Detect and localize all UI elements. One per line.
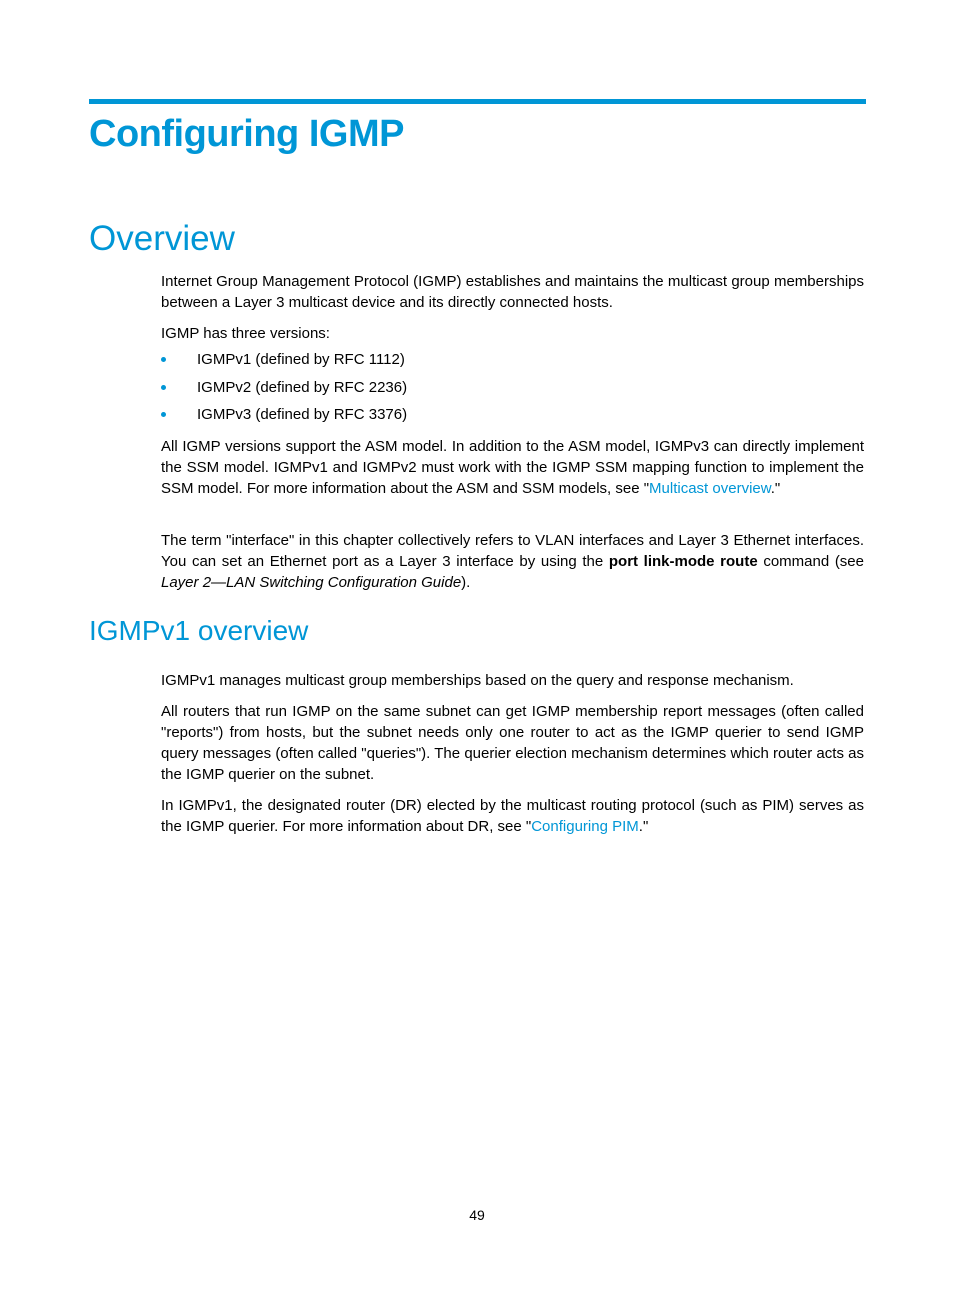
paragraph-text: ." xyxy=(638,818,649,835)
bullet-icon xyxy=(161,412,166,417)
chapter-rule xyxy=(89,99,866,104)
list-item-text: IGMPv1 (defined by RFC 1112) xyxy=(197,351,405,368)
igmpv1-overview-heading: IGMPv1 overview xyxy=(89,615,309,646)
paragraph-text: The term "interface" in this chapter collectively refers to VLAN interfaces and Layer 3 Ethernet interfaces. You can set an Ethernet port as a Layer 3 interface by using the xyxy=(161,532,864,570)
overview-paragraph-1: Internet Group Management Protocol (IGMP) establishes and maintains the multicast group memberships between a Layer 3 multicast device and its directly connected hosts. xyxy=(161,273,864,311)
list-item xyxy=(161,349,864,377)
paragraph-text: command (see xyxy=(757,553,864,570)
page-number: 49 xyxy=(469,1207,485,1223)
overview-paragraph-2: IGMP has three versions: xyxy=(161,325,330,342)
paragraph-text: ). xyxy=(461,574,471,591)
guide-title: Layer 2—LAN Switching Configuration Guide xyxy=(161,574,462,591)
paragraph-text: ." xyxy=(770,480,781,497)
multicast-overview-link[interactable]: Multicast overview xyxy=(649,480,771,497)
list-item-text: IGMPv2 (defined by RFC 2236) xyxy=(197,378,408,396)
overview-paragraph-3 xyxy=(161,436,864,499)
overview-paragraph-4 xyxy=(161,530,864,593)
igmp-versions-list xyxy=(161,349,864,432)
command-text: port link-mode route xyxy=(608,553,758,570)
igmpv1-paragraph-2: All routers that run IGMP on the same subnet can get IGMP membership report messages (often called "reports") from hosts, but the subnet needs only one router to act as the IGMP querier to send IGMP query messages (often called "queries"). The querier election mechanism determines which router acts as the IGMP querier on the subnet. xyxy=(161,703,864,783)
bullet-icon xyxy=(161,357,166,362)
bullet-icon xyxy=(161,385,166,390)
paragraph-text: All IGMP versions support the ASM model. In addition to the ASM model, IGMPv3 can directly implement the SSM model. IGMPv1 and IGMPv2 must work with the IGMP SSM mapping function to implement the SSM model. For more information about the ASM and SSM models, see " xyxy=(161,438,864,497)
igmpv1-paragraph-3 xyxy=(161,795,864,837)
igmpv1-paragraph-1: IGMPv1 manages multicast group memberships based on the query and response mechanism. xyxy=(161,672,794,689)
paragraph-text: In IGMPv1, the designated router (DR) elected by the multicast routing protocol (such as PIM) serves as the IGMP querier. For more information about DR, see " xyxy=(161,797,864,835)
list-item xyxy=(161,377,864,405)
list-item xyxy=(161,404,864,432)
configuring-pim-link[interactable]: Configuring PIM xyxy=(531,818,639,835)
chapter-title: Configuring IGMP xyxy=(89,113,404,155)
overview-heading: Overview xyxy=(89,219,235,258)
list-item-text: IGMPv3 (defined by RFC 3376) xyxy=(197,406,408,423)
